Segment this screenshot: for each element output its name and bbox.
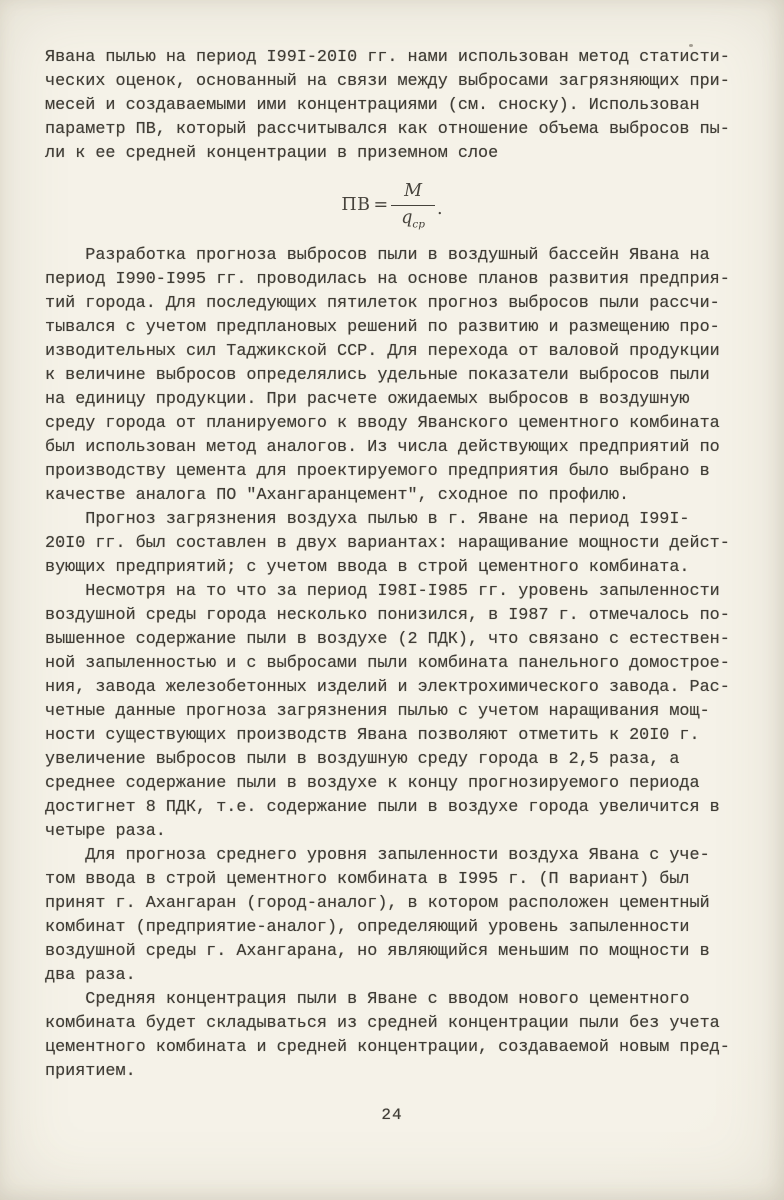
text-line: ния, завода железобетонных изделий и электрохимического завода. Рас- <box>45 678 730 697</box>
paragraph <box>45 508 774 580</box>
formula-fraction <box>391 181 435 230</box>
text-line: воздушной среды города несколько понизился, в I987 г. отмечалось по- <box>45 606 730 625</box>
formula-denominator-subscript: ср <box>412 218 426 230</box>
text-line: ной запыленностью и с выбросами пыли комбината панельного домострое- <box>45 654 730 673</box>
text-line: приятием. <box>45 1062 136 1081</box>
text-line: среднее содержание пыли в воздухе к концу прогнозируемого периода <box>45 774 700 793</box>
text-line: четыре раза. <box>45 822 166 841</box>
formula-denominator <box>391 205 435 228</box>
text-line: производству цемента для проектируемого предприятия было выбрано в <box>45 462 710 481</box>
text-line: Явана пылью на период I99I-20I0 гг. нами использован метод статисти- <box>45 48 730 67</box>
text-line: Средняя концентрация пыли в Яване с вводом нового цементного <box>45 990 690 1009</box>
text-line: Прогноз загрязнения воздуха пылью в г. Яване на период I99I- <box>45 510 690 529</box>
text-line: четные данные прогноза загрязнения пылью с учетом наращивания мощ- <box>45 702 710 721</box>
body-text-lower <box>0 244 784 1084</box>
paragraph <box>45 580 774 844</box>
text-line: том ввода в строй цементного комбината в I995 г. (П вариант) был <box>45 870 690 889</box>
formula <box>0 166 784 244</box>
text-line: принят г. Ахангаран (город-аналог), в котором расположен цементный <box>45 894 710 913</box>
text-line: увеличение выбросов пыли в воздушную среду города в 2,5 раза, а <box>45 750 680 769</box>
formula-period: . <box>437 199 443 219</box>
formula-lhs: ПВ <box>341 195 371 215</box>
text-line: изводительных сил Таджикской ССР. Для перехода от валовой продукции <box>45 342 720 361</box>
text-line: Несмотря на то что за период I98I-I985 гг. уровень запыленности <box>45 582 720 601</box>
text-line: воздушной среды г. Ахангарана, но являющийся меньшим по мощности в <box>45 942 710 961</box>
text-line: вующих предприятий; с учетом ввода в строй цементного комбината. <box>45 558 690 577</box>
page-number: 24 <box>381 1106 403 1124</box>
text-line: вышенное содержание пыли в воздухе (2 ПДК), что связано с естествен- <box>45 630 730 649</box>
text-line: два раза. <box>45 966 136 985</box>
text-line: на единицу продукции. При расчете ожидаемых выбросов в воздушную <box>45 390 690 409</box>
paragraph <box>45 844 774 988</box>
text-line: был использован метод аналогов. Из числа действующих предприятий по <box>45 438 720 457</box>
text-line: Для прогноза среднего уровня запыленности воздуха Явана с уче- <box>45 846 710 865</box>
paragraph <box>45 988 774 1084</box>
body-text-upper <box>0 0 784 166</box>
ink-speck <box>689 44 693 47</box>
paragraph <box>45 244 774 508</box>
text-line: месей и создаваемыми ими концентрациями (см. сноску). Использован <box>45 96 700 115</box>
text-line: параметр ПВ, который рассчитывался как отношение объема выбросов пы- <box>45 120 730 139</box>
text-line: к величине выбросов определялись удельные показатели выбросов пыли <box>45 366 710 385</box>
formula-denominator-base: q <box>401 207 413 228</box>
text-line: 20I0 гг. был составлен в двух вариантах: наращивание мощности дейст- <box>45 534 730 553</box>
text-line: комбината будет складываться из средней концентрации пыли без учета <box>45 1014 720 1033</box>
text-line: ли к ее средней концентрации в приземном слое <box>45 144 499 163</box>
text-line: период I990-I995 гг. проводилась на основе планов развития предприя- <box>45 270 730 289</box>
text-line: среду города от планируемого к вводу Яванского цементного комбината <box>45 414 720 433</box>
text-line: ности существующих производств Явана позволяют отметить к 20I0 г. <box>45 726 700 745</box>
text-line: тывался с учетом предплановых решений по развитию и размещению про- <box>45 318 720 337</box>
text-line: достигнет 8 ПДК, т.е. содержание пыли в воздухе города увеличится в <box>45 798 720 817</box>
text-line: комбинат (предприятие-аналог), определяющий уровень запыленности <box>45 918 690 937</box>
text-line: цементного комбината и средней концентрации, создаваемой новым пред- <box>45 1038 730 1057</box>
text-line: качестве аналога ПО "Ахангаранцемент", сходное по профилю. <box>45 486 630 505</box>
paragraph <box>45 46 774 166</box>
text-line: тий города. Для последующих пятилеток прогноз выбросов пыли рассчи- <box>45 294 720 313</box>
formula-numerator: M <box>404 181 423 201</box>
formula-equals: = <box>373 195 389 215</box>
text-line: Разработка прогноза выбросов пыли в воздушный бассейн Явана на <box>45 246 710 265</box>
text-line: ческих оценок, основанный на связи между выбросами загрязняющих при- <box>45 72 730 91</box>
